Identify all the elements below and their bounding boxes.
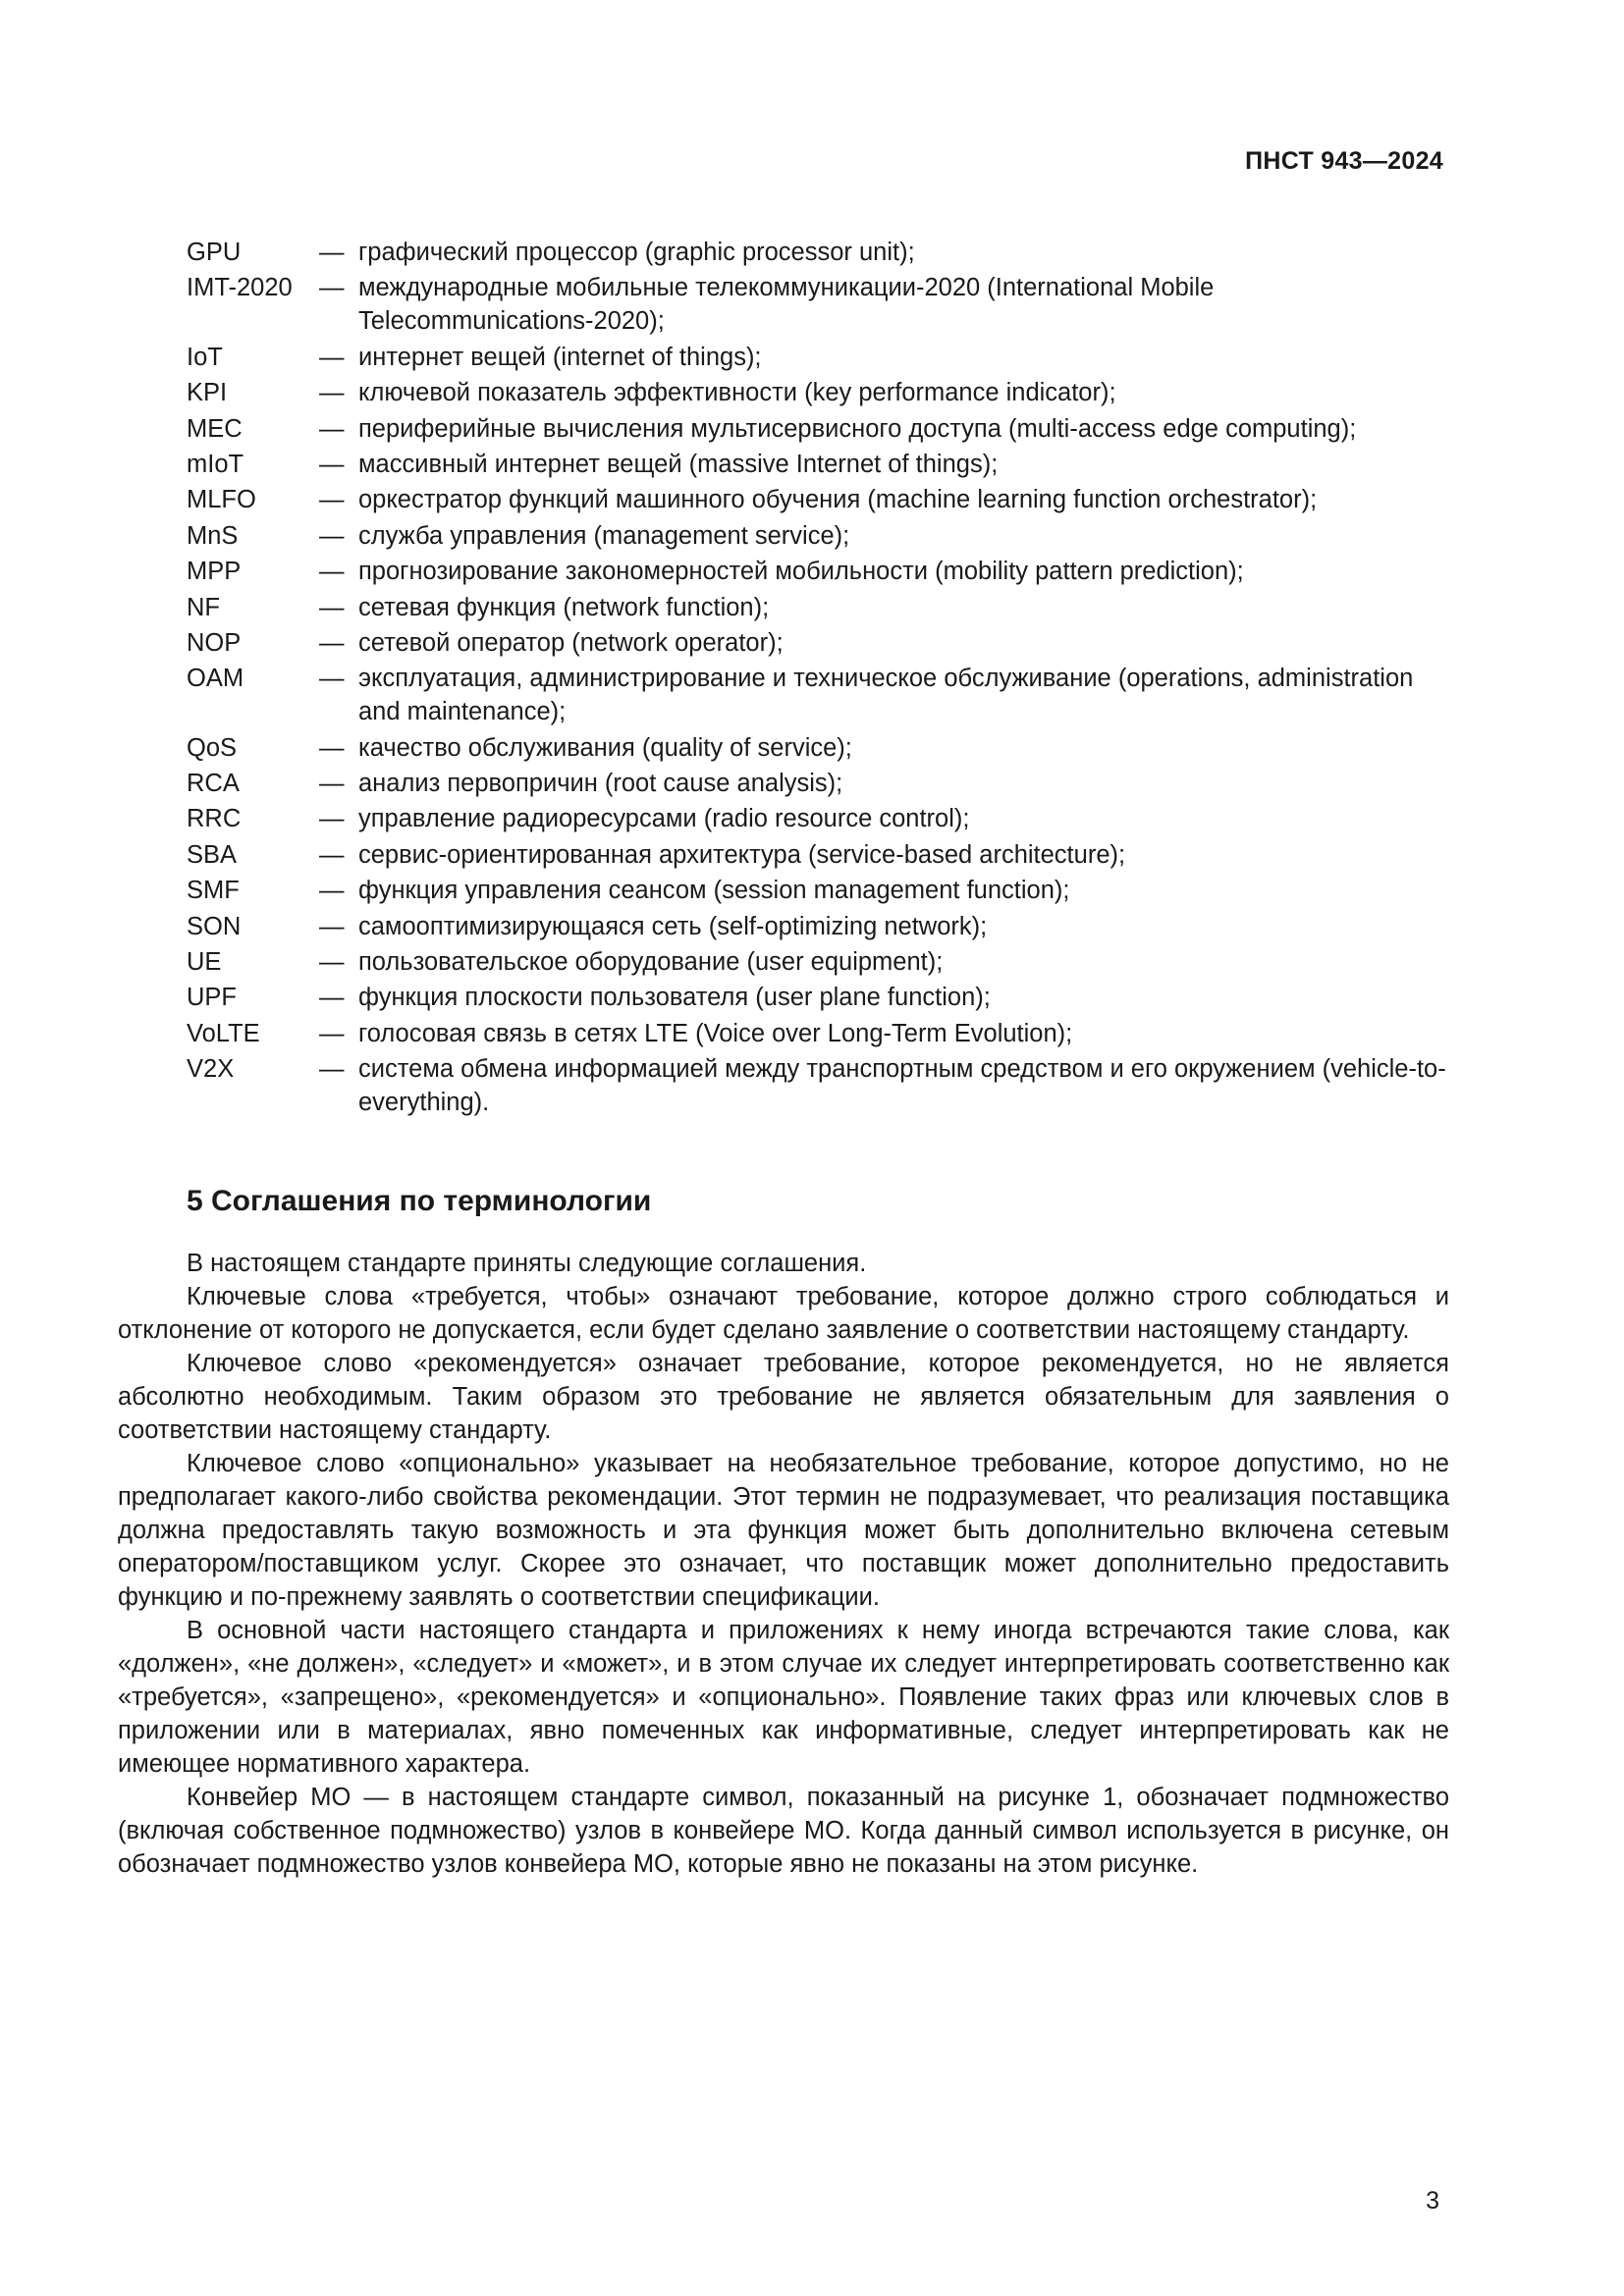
abbreviation-dash: —	[319, 450, 345, 478]
abbreviation-dash: —	[319, 840, 345, 869]
abbreviation-row	[187, 591, 1453, 624]
abbreviation-definition: пользовательское оборудование (user equipment);	[358, 948, 944, 977]
abbreviation-dash: —	[319, 1019, 345, 1047]
abbreviation-term: RCA	[187, 770, 240, 798]
abbreviation-dash: —	[319, 1055, 345, 1084]
abbreviation-definition: функция управления сеансом (session management function);	[358, 877, 1070, 905]
paragraph: Ключевое слово «опционально» указывает на необязательное требование, которое допустимо, но не предполагает какого-либо свойства рекомендации. Этот термин не подразумевает, что реализация поставщика должна предоставлять такую возможность и эта функция может быть дополнительно включена сетевым оператором/поставщиком услуг. Скорее это означает, что поставщик может дополнительно предоставить функцию и по-прежнему заявлять о соответствии спецификации.	[118, 1450, 1449, 1611]
abbreviation-dash: —	[319, 628, 345, 657]
abbreviation-term: GPU	[187, 239, 242, 266]
abbreviation-dash: —	[319, 239, 345, 266]
abbreviation-dash: —	[319, 665, 345, 693]
page-number: 3	[1426, 2187, 1439, 2215]
abbreviation-row	[187, 945, 1453, 979]
abbreviation-dash: —	[319, 770, 345, 798]
abbreviation-dash: —	[319, 877, 345, 905]
abbreviation-dash: —	[319, 414, 345, 443]
abbreviations-list	[187, 236, 1453, 1122]
abbreviation-row	[187, 376, 1453, 409]
abbreviation-row	[187, 838, 1453, 872]
abbreviation-row	[187, 1052, 1453, 1119]
paragraph: Ключевые слова «требуется, чтобы» означают требование, которое должно строго соблюдаться и отклонение от которого не допускается, если будет сделано заявление о соответствии настоящему стандарту.	[118, 1283, 1449, 1344]
abbreviation-dash: —	[319, 984, 345, 1012]
abbreviation-dash: —	[319, 521, 345, 550]
abbreviation-term: mIoT	[187, 450, 244, 478]
abbreviation-dash: —	[319, 558, 345, 586]
abbreviation-definition: сервис-ориентированная архитектура (service-based architecture);	[358, 840, 1126, 869]
abbreviation-term: IMT-2020	[187, 274, 293, 302]
abbreviation-row	[187, 731, 1453, 765]
abbreviation-term: RRC	[187, 805, 242, 833]
abbreviation-term: NOP	[187, 628, 242, 657]
abbreviation-row	[187, 555, 1453, 588]
abbreviation-definition: периферийные вычисления мультисервисного доступа (multi-access edge computing);	[358, 414, 1357, 443]
section-title: 5 Соглашения по терминологии	[187, 1185, 652, 1217]
abbreviation-row	[187, 981, 1453, 1014]
abbreviation-row	[187, 874, 1453, 907]
abbreviation-definition: самооптимизирующаяся сеть (self-optimizing network);	[358, 912, 988, 940]
abbreviation-row	[187, 341, 1453, 374]
section-body	[118, 1247, 1449, 1881]
abbreviation-row	[187, 519, 1453, 553]
abbreviation-definition: массивный интернет вещей (massive Internet of things);	[358, 450, 999, 478]
abbreviation-term: OAM	[187, 665, 244, 693]
abbreviation-definition: сетевая функция (network function);	[358, 593, 770, 621]
abbreviation-definition: прогнозирование закономерностей мобильности (mobility pattern prediction);	[358, 558, 1244, 586]
abbreviation-term: IoT	[187, 343, 223, 371]
abbreviation-term: UPF	[187, 984, 237, 1012]
abbreviation-term: SON	[187, 912, 242, 940]
abbreviation-term: V2X	[187, 1055, 235, 1084]
abbreviation-term: SBA	[187, 840, 238, 869]
abbreviation-definition: система обмена информацией между транспортным средством и его окружением (vehicle-to-everything).	[358, 1055, 1446, 1117]
abbreviation-row	[187, 236, 1453, 269]
abbreviation-term: KPI	[187, 379, 228, 407]
abbreviation-dash: —	[319, 912, 345, 940]
abbreviation-definition: графический процессор (graphic processor unit);	[358, 239, 915, 266]
abbreviation-row	[187, 271, 1453, 338]
abbreviation-term: MEC	[187, 414, 243, 443]
abbreviation-term: MPP	[187, 558, 242, 586]
abbreviation-term: UE	[187, 948, 222, 977]
abbreviation-definition: интернет вещей (internet of things);	[358, 343, 762, 371]
abbreviation-term: MLFO	[187, 486, 256, 514]
abbreviation-definition: служба управления (management service);	[358, 521, 850, 550]
abbreviation-dash: —	[319, 948, 345, 977]
paragraph: В настоящем стандарте приняты следующие соглашения.	[187, 1250, 867, 1277]
document-code: ПНСТ 943—2024	[1245, 147, 1443, 175]
abbreviation-definition: международные мобильные телекоммуникации-2020 (International Mobile Telecommunications-2020);	[358, 274, 1215, 336]
abbreviation-row	[187, 802, 1453, 835]
abbreviation-term: NF	[187, 593, 220, 621]
abbreviation-definition: качество обслуживания (quality of service);	[358, 733, 852, 762]
abbreviation-term: QoS	[187, 733, 238, 762]
abbreviation-term: MnS	[187, 521, 239, 550]
abbreviation-row	[187, 910, 1453, 943]
abbreviation-dash: —	[319, 805, 345, 833]
abbreviation-term: VoLTE	[187, 1019, 260, 1047]
abbreviation-definition: управление радиоресурсами (radio resource control);	[358, 805, 970, 833]
paragraph: Конвейер МО — в настоящем стандарте символ, показанный на рисунке 1, обозначает подмножество (включая собственное подмножество) узлов в конвейере МО. Когда данный символ используется в рисунке, он обозначает подмножество узлов конвейера МО, которые явно не показаны на этом рисунке.	[118, 1784, 1449, 1878]
abbreviation-dash: —	[319, 593, 345, 621]
abbreviation-definition: ключевой показатель эффективности (key performance indicator);	[358, 379, 1116, 407]
abbreviation-definition: сетевой оператор (network operator);	[358, 628, 784, 657]
abbreviation-definition: эксплуатация, администрирование и техническое обслуживание (operations, administration and maintenance);	[358, 665, 1414, 726]
abbreviation-row	[187, 662, 1453, 728]
abbreviation-definition: голосовая связь в сетях LTE (Voice over Long-Term Evolution);	[358, 1019, 1073, 1047]
abbreviation-row	[187, 626, 1453, 660]
abbreviation-row	[187, 448, 1453, 481]
abbreviation-dash: —	[319, 733, 345, 762]
abbreviation-row	[187, 1017, 1453, 1050]
abbreviation-row	[187, 483, 1453, 516]
paragraph: В основной части настоящего стандарта и приложениях к нему иногда встречаются такие слова, как «должен», «не должен», «следует» и «может», и в этом случае их следует интерпретировать соответственно как «требуется», «запрещено», «рекомендуется» и «опционально». Появление таких фраз или ключевых слов в приложении или в материалах, явно помеченных как информативные, следует интерпретировать как не имеющее нормативного характера.	[118, 1617, 1449, 1778]
abbreviation-definition: анализ первопричин (root cause analysis);	[358, 770, 843, 798]
abbreviation-dash: —	[319, 379, 345, 407]
abbreviation-term: SMF	[187, 877, 240, 905]
paragraph: Ключевое слово «рекомендуется» означает требование, которое рекомендуется, но не является абсолютно необходимым. Таким образом это требование не является обязательным для заявления о соответствии настоящему стандарту.	[118, 1350, 1449, 1444]
abbreviation-row	[187, 412, 1453, 446]
abbreviation-definition: оркестратор функций машинного обучения (machine learning function orchestrator);	[358, 486, 1318, 514]
abbreviation-definition: функция плоскости пользователя (user plane function);	[358, 984, 991, 1012]
abbreviation-dash: —	[319, 343, 345, 371]
abbreviation-row	[187, 767, 1453, 800]
abbreviation-dash: —	[319, 274, 345, 302]
abbreviation-dash: —	[319, 486, 345, 514]
